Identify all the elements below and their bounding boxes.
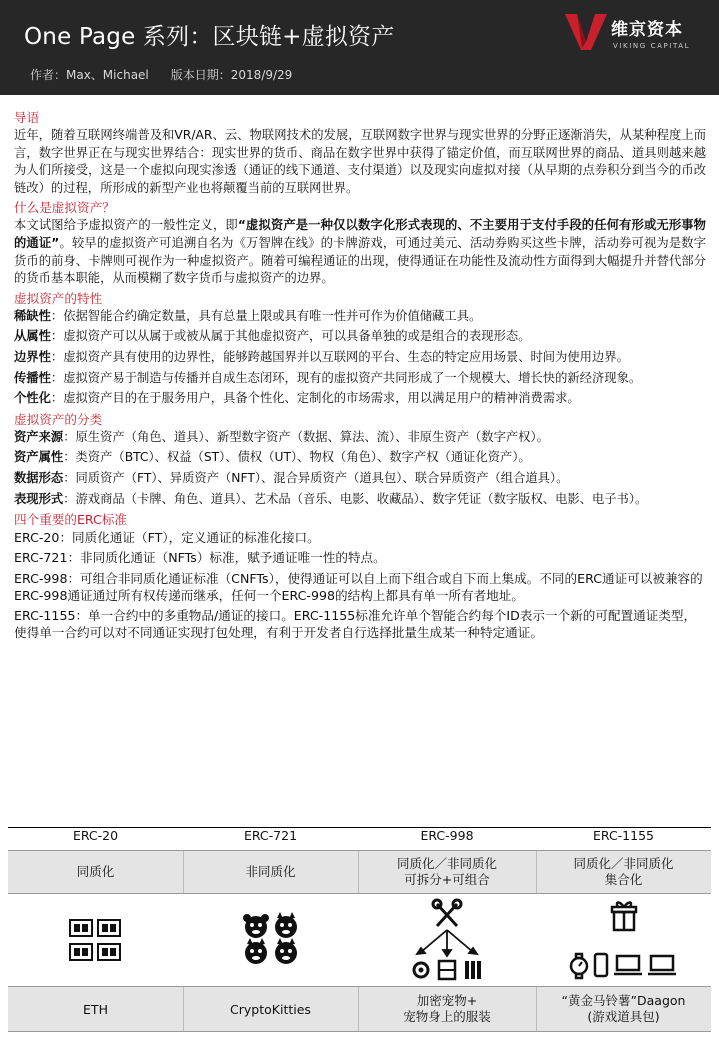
header-bar bbox=[0, 0, 719, 95]
trait-item bbox=[14, 349, 706, 367]
authors: 作者：Max、Michael bbox=[30, 68, 149, 82]
category-text: ：游戏商品（卡牌、角色、道具）、艺术品（音乐、电影、收藏品）、数字凭证（数字版权、电影、电子书）。 bbox=[63, 491, 648, 506]
byline bbox=[30, 66, 314, 83]
table-header-row bbox=[8, 827, 711, 850]
erc-comparison-table bbox=[8, 827, 711, 1032]
col-header: ERC-1155 bbox=[592, 828, 654, 843]
logo-english: VIKING CAPITAL bbox=[613, 42, 691, 50]
trait-key: 传播性 bbox=[14, 370, 51, 385]
table-property-row bbox=[8, 850, 711, 894]
logo-v-icon bbox=[565, 12, 607, 52]
page-title: One Page 系列：区块链+虚拟资产 bbox=[24, 24, 395, 50]
trait-text: ：虚拟资产易于制造与传播并自成生态闭环，现有的虚拟资产共同形成了一个规模大、增长快的新经济现象。 bbox=[50, 370, 642, 385]
trait-text: ：依据智能合约确定数量，具有总量上限或具有唯一性并可作为价值储藏工具。 bbox=[50, 308, 482, 323]
col-header: ERC-20 bbox=[72, 828, 119, 843]
category-key: 资产属性 bbox=[14, 450, 64, 465]
erc-heading: 四个重要的ERC标准 bbox=[14, 512, 128, 528]
definition-rest: 。较早的虚拟资产可追溯自名为《万智牌在线》的卡牌游戏，可通过美元、活动券购买这些卡牌，活动券可视为是数字货币的前身、卡牌则可视作为一种虚拟资产。随着可编程通证的出现，使得通证在功能性及流动性方面得到大幅提升并替代部分的货币基本职能，从而模糊了数字货币与虚拟资产的边界。 bbox=[14, 235, 706, 286]
erc-item: ERC-1155：单一合约中的多重物品/通证的接口。ERC-1155标准允许单个智能合约每个ID表示一个新的可配置通证类型，使得单一合约可以对不同通证实现打包处理，有利于开发者自行选择批量生成某一种特定通证。 bbox=[14, 607, 697, 641]
category-key: 资产来源 bbox=[14, 429, 64, 444]
composable-tree-icon bbox=[358, 894, 536, 986]
table-cell: 同质化／非同质化 集合化 bbox=[573, 856, 674, 887]
table-cell: 同质化／非同质化 可拆分+可组合 bbox=[396, 856, 497, 887]
traits-heading: 虚拟资产的特性 bbox=[14, 290, 103, 306]
intro-paragraph: 近年，随着互联网终端普及和VR/AR、云、物联网技术的发展，互联网数字世界与现实世界的分野正逐渐消失，从某种程度上而言，数字世界正在与现实世界结合：现实世界的货币、商品在数字世界中获得了锚定价值，而互联网世界的商品、道具则越来越为人们所接受，这是一个虚拟向现实渗透（通证的线下通道、支付渠道）以及现实向虚拟对接（从早期的点券积分到当今的币改链改）的过程，所形成的新型产业也将颠覆当前的互联网世界。 bbox=[14, 128, 706, 195]
table-cell: CryptoKitties bbox=[230, 1001, 311, 1017]
category-text: ：类资产（BTC）、权益（ST）、债权（UT）、物权（角色）、数字产权（通证化资产）。 bbox=[63, 450, 531, 465]
erc-item: ERC-998：可组合非同质化通证标准（CNFTs），使得通证可以自上而下组合或自下而上集成。不同的ERC通证可以被兼容的ERC-998通证通过所有权传递而继承，任何一个ERC-998的结构上都具有单一所有者地址。 bbox=[14, 570, 703, 603]
trait-text: ：虚拟资产可以从属于或被从属于其他虚拟资产，可以具备单独的或是组合的表现形态。 bbox=[50, 329, 531, 344]
trait-item bbox=[14, 370, 706, 388]
category-text: ：原生资产（角色、道具）、新型数字资产（数据、算法、流）、非原生资产（数字产权）。 bbox=[63, 429, 549, 444]
category-key: 表现形式 bbox=[14, 491, 64, 506]
trait-item bbox=[14, 328, 706, 346]
definition-quote: “虚拟资产是一种仅以数字化形式表现的、不主要用于支付手段的任何有形或无形事物的通证” bbox=[14, 218, 706, 250]
category-item bbox=[14, 429, 706, 447]
category-item bbox=[14, 491, 706, 509]
logo-chinese: 维京资本 bbox=[611, 20, 683, 40]
intro-heading: 导语 bbox=[14, 110, 40, 125]
erc-item: ERC-721：非同质化通证（NFTs）标准，赋予通证唯一性的特点。 bbox=[14, 550, 386, 566]
trait-text: ：虚拟资产具有使用的边界性，能够跨越国界并以互联网的平台、生态的特定应用场景、时间为使用边界。 bbox=[50, 349, 629, 364]
trait-item bbox=[14, 308, 706, 326]
article-body bbox=[14, 108, 706, 644]
category-item bbox=[14, 449, 706, 467]
definition-heading: 什么是虚拟资产？ bbox=[14, 200, 115, 216]
table-icon-row bbox=[8, 894, 711, 986]
trait-key: 从属性 bbox=[14, 329, 51, 344]
version-date: 版本日期：2018/9/29 bbox=[170, 68, 293, 82]
table-cell: 非同质化 bbox=[245, 864, 296, 879]
coin-cards-icon bbox=[8, 894, 183, 986]
trait-key: 边界性 bbox=[14, 349, 51, 364]
table-cell: ETH bbox=[83, 1001, 108, 1017]
trait-item bbox=[14, 390, 706, 408]
trait-text: ：虚拟资产目的在于服务用户，具备个性化、定制化的市场需求，用以满足用户的精神消费需求。 bbox=[50, 391, 580, 406]
category-key: 数据形态 bbox=[14, 470, 64, 485]
definition-paragraph bbox=[14, 217, 706, 287]
trait-key: 个性化 bbox=[14, 391, 51, 406]
gift-devices-icon bbox=[536, 894, 711, 986]
table-cell: 同质化 bbox=[76, 864, 115, 879]
viking-capital-logo bbox=[565, 12, 715, 56]
category-item bbox=[14, 470, 706, 488]
col-header: ERC-721 bbox=[243, 828, 298, 843]
table-cell: “黄金马铃薯”Daagon (游戏道具包) bbox=[561, 993, 686, 1024]
col-header: ERC-998 bbox=[420, 828, 474, 843]
crypto-cats-icon bbox=[183, 894, 358, 986]
definition-lead: 本文试图给予虚拟资产的一般性定义，即 bbox=[14, 218, 238, 233]
category-text: ：同质资产（FT）、异质资产（NFT）、混合异质资产（道具包）、联合异质资产（组合道具）。 bbox=[63, 470, 569, 485]
trait-key: 稀缺性 bbox=[14, 308, 51, 323]
erc-item: ERC-20：同质化通证（FT），定义通证的标准化接口。 bbox=[14, 530, 320, 546]
table-example-row bbox=[8, 986, 711, 1032]
categories-heading: 虚拟资产的分类 bbox=[14, 411, 103, 427]
table-cell: 加密宠物+ 宠物身上的服装 bbox=[403, 993, 491, 1024]
